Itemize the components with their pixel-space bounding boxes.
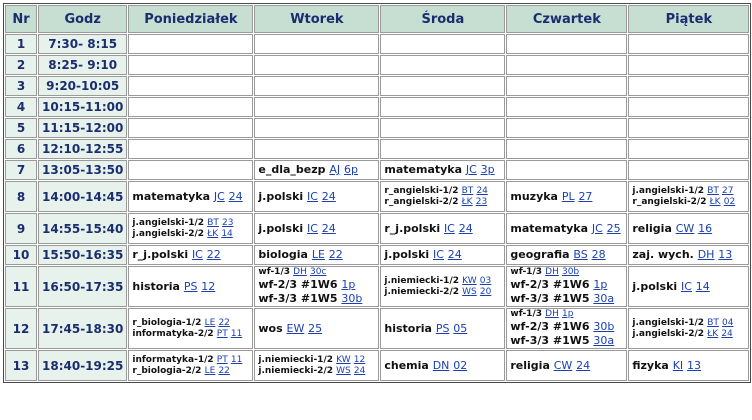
lesson-entry [258, 278, 375, 292]
lesson-entry [632, 359, 745, 373]
subject-name: j.polski [258, 221, 304, 235]
lesson-cell-friday [628, 55, 749, 75]
lesson-entry [632, 248, 745, 262]
room-link[interactable]: 24 [576, 358, 591, 372]
lesson-entry [632, 186, 745, 197]
lesson-entry [384, 248, 501, 262]
lesson-cell-wednesday [380, 118, 505, 138]
lesson-cell-friday [628, 76, 749, 96]
room-link[interactable]: 24 [321, 189, 336, 203]
teacher-link[interactable]: LE [311, 248, 325, 261]
lesson-entry [632, 318, 745, 329]
room-link[interactable]: 23 [475, 196, 488, 207]
subject-name: j.niemiecki-2/2 [258, 365, 333, 376]
lesson-entry [510, 309, 623, 320]
period-number: 6 [5, 139, 37, 159]
timetable-row [5, 160, 749, 180]
room-link[interactable]: 13 [718, 248, 733, 261]
teacher-link[interactable]: EW [286, 321, 305, 335]
timetable-row [5, 308, 749, 349]
room-link[interactable]: 27 [722, 185, 734, 196]
teacher-link[interactable]: WS [336, 365, 351, 376]
teacher-link[interactable]: ŁK [709, 196, 721, 207]
lesson-cell-thursday [506, 245, 627, 265]
lesson-entry [132, 248, 249, 262]
lesson-cell-wednesday [380, 308, 505, 349]
subject-name: matematyka [510, 221, 589, 235]
lesson-entry [258, 163, 375, 177]
lesson-entry [510, 292, 623, 306]
lesson-cell-thursday [506, 139, 627, 159]
header-row [5, 5, 749, 33]
room-link[interactable]: 1p [561, 309, 574, 319]
room-link[interactable]: 24 [476, 185, 488, 196]
lesson-cell-wednesday [380, 245, 505, 265]
lesson-cell-friday [628, 97, 749, 117]
teacher-link[interactable]: WS [462, 286, 477, 297]
timetable-row [5, 266, 749, 307]
subject-name: informatyka-1/2 [132, 354, 214, 365]
lesson-cell-wednesday [380, 181, 505, 212]
lesson-entry [510, 190, 623, 204]
room-link[interactable]: 14 [695, 279, 710, 293]
lesson-cell-friday [628, 266, 749, 307]
room-link[interactable]: 1p [341, 278, 356, 291]
timetable-row [5, 139, 749, 159]
lesson-cell-thursday [506, 181, 627, 212]
lesson-entry [132, 366, 249, 377]
timetable-row [5, 97, 749, 117]
lesson-entry [510, 359, 623, 373]
lesson-cell-thursday [506, 55, 627, 75]
period-time: 10:15-11:00 [38, 97, 127, 117]
lesson-cell-wednesday [380, 266, 505, 307]
room-link[interactable]: 28 [591, 248, 606, 261]
subject-name: e_dla_bezp [258, 163, 326, 176]
room-link[interactable]: 11 [230, 328, 243, 339]
timetable-row [5, 245, 749, 265]
subject-name: j.angielski-1/2 [632, 185, 705, 196]
period-number: 12 [5, 308, 37, 349]
room-link[interactable]: 30b [593, 320, 615, 333]
subject-name: wf-1/3 [258, 267, 290, 277]
room-link[interactable]: 24 [321, 221, 336, 235]
teacher-link[interactable]: LE [204, 317, 216, 328]
teacher-link[interactable]: PL [561, 189, 575, 203]
lesson-entry [258, 355, 375, 366]
teacher-link[interactable]: BS [573, 248, 588, 261]
room-link[interactable]: 02 [453, 358, 468, 372]
period-time: 8:25- 9:10 [38, 55, 127, 75]
room-link[interactable]: 13 [687, 358, 701, 372]
room-link[interactable]: 22 [218, 365, 230, 376]
subject-name: matematyka [132, 189, 211, 203]
room-link[interactable]: 24 [353, 365, 366, 376]
lesson-cell-monday [128, 160, 253, 180]
period-number: 2 [5, 55, 37, 75]
room-link[interactable]: 30a [593, 334, 615, 347]
lesson-entry [632, 222, 745, 236]
teacher-link[interactable]: CW [553, 358, 573, 372]
lesson-cell-tuesday [254, 97, 379, 117]
teacher-link[interactable]: PT [216, 328, 228, 339]
teacher-link[interactable]: BT [707, 185, 719, 196]
lesson-cell-friday [628, 118, 749, 138]
lesson-entry [384, 359, 501, 373]
subject-name: j.niemiecki-2/2 [384, 286, 459, 297]
teacher-link[interactable]: IC [307, 221, 318, 235]
lesson-entry [384, 163, 501, 177]
teacher-link[interactable]: PS [435, 321, 450, 335]
period-time: 12:10-12:55 [38, 139, 127, 159]
lesson-entry [384, 276, 501, 287]
room-link[interactable]: 30b [561, 267, 580, 277]
timetable-row [5, 55, 749, 75]
lesson-cell-thursday [506, 160, 627, 180]
teacher-link[interactable]: IC [307, 189, 318, 203]
lesson-cell-wednesday [380, 139, 505, 159]
subject-name: informatyka-2/2 [132, 328, 214, 339]
header-nr: Nr [5, 5, 37, 33]
lesson-entry [258, 322, 375, 336]
room-link[interactable]: 25 [308, 321, 323, 335]
teacher-link[interactable]: PS [183, 279, 198, 293]
subject-name: wf-2/3 #1W6 [258, 278, 338, 291]
lesson-entry [384, 186, 501, 197]
lesson-cell-friday [628, 181, 749, 212]
subject-name: wf-1/3 [510, 267, 542, 277]
period-time: 16:50-17:35 [38, 266, 127, 307]
period-number: 9 [5, 213, 37, 244]
lesson-cell-tuesday [254, 308, 379, 349]
timetable-row [5, 118, 749, 138]
lesson-entry [132, 280, 249, 294]
room-link[interactable]: 04 [722, 317, 734, 328]
room-link[interactable]: 30c [309, 267, 327, 277]
lesson-cell-monday [128, 97, 253, 117]
subject-name: religia [632, 221, 672, 235]
period-time: 18:40-19:25 [38, 350, 127, 381]
teacher-link[interactable]: JC [465, 163, 477, 176]
room-link[interactable]: 6p [343, 163, 358, 176]
period-number: 8 [5, 181, 37, 212]
header-friday: Piątek [628, 5, 749, 33]
subject-name: j.niemiecki-1/2 [384, 275, 459, 286]
lesson-cell-wednesday [380, 160, 505, 180]
lesson-cell-tuesday [254, 118, 379, 138]
lesson-entry [510, 278, 623, 292]
subject-name: wf-2/3 #1W6 [510, 320, 590, 333]
lesson-entry [384, 322, 501, 336]
subject-name: muzyka [510, 189, 558, 203]
lesson-cell-monday [128, 213, 253, 244]
timetable-row [5, 350, 749, 381]
lesson-entry [258, 366, 375, 377]
subject-name: r_biologia-2/2 [132, 365, 202, 376]
room-link[interactable]: 12 [353, 354, 366, 365]
lesson-cell-monday [128, 55, 253, 75]
lesson-cell-tuesday [254, 350, 379, 381]
lesson-cell-wednesday [380, 76, 505, 96]
subject-name: zaj. wych. [632, 248, 694, 261]
lesson-entry [132, 190, 249, 204]
lesson-cell-wednesday [380, 350, 505, 381]
subject-name: chemia [384, 358, 429, 372]
room-link[interactable]: 14 [221, 228, 233, 239]
subject-name: j.polski [632, 279, 678, 293]
teacher-link[interactable]: IC [191, 248, 203, 261]
teacher-link[interactable]: DH [697, 248, 715, 261]
lesson-cell-tuesday [254, 76, 379, 96]
subject-name: j.angielski-2/2 [632, 328, 705, 339]
lesson-cell-wednesday [380, 213, 505, 244]
room-link[interactable]: 02 [723, 196, 736, 207]
teacher-link[interactable]: CW [675, 221, 695, 235]
teacher-link[interactable]: DH [545, 309, 559, 319]
lesson-cell-thursday [506, 350, 627, 381]
period-number: 1 [5, 34, 37, 54]
room-link[interactable]: 1p [593, 278, 608, 291]
lesson-cell-monday [128, 139, 253, 159]
lesson-cell-thursday [506, 34, 627, 54]
period-time: 15:50-16:35 [38, 245, 127, 265]
lesson-entry [510, 248, 623, 262]
room-link[interactable]: 24 [721, 328, 733, 339]
lesson-entry [632, 197, 745, 208]
lesson-entry [384, 197, 501, 208]
lesson-cell-thursday [506, 118, 627, 138]
period-time: 11:15-12:00 [38, 118, 127, 138]
lesson-cell-monday [128, 118, 253, 138]
teacher-link[interactable]: IC [443, 221, 455, 235]
lesson-cell-thursday [506, 308, 627, 349]
lesson-cell-monday [128, 266, 253, 307]
room-link[interactable]: 22 [328, 248, 343, 261]
subject-name: fizyka [632, 358, 669, 372]
lesson-entry [510, 320, 623, 334]
lesson-cell-wednesday [380, 97, 505, 117]
header-wednesday: Środa [380, 5, 505, 33]
header-thursday: Czwartek [506, 5, 627, 33]
subject-name: wf-3/3 #1W5 [258, 292, 338, 305]
subject-name: r_biologia-1/2 [132, 317, 202, 328]
period-time: 14:00-14:45 [38, 181, 127, 212]
lesson-entry [510, 222, 623, 236]
period-number: 4 [5, 97, 37, 117]
lesson-entry [132, 329, 249, 340]
subject-name: j.angielski-1/2 [632, 317, 705, 328]
lesson-cell-tuesday [254, 213, 379, 244]
room-link[interactable]: 3p [480, 163, 495, 176]
teacher-link[interactable]: IC [433, 248, 444, 261]
lesson-entry [258, 292, 375, 306]
teacher-link[interactable]: DN [432, 358, 450, 372]
teacher-link[interactable]: DH [545, 267, 559, 277]
period-number: 11 [5, 266, 37, 307]
lesson-entry [510, 267, 623, 278]
lesson-cell-monday [128, 181, 253, 212]
lesson-entry [510, 334, 623, 348]
teacher-link[interactable]: ŁK [461, 196, 473, 207]
room-link[interactable]: 12 [201, 279, 216, 293]
lesson-cell-wednesday [380, 55, 505, 75]
subject-name: r_angielski-2/2 [632, 196, 707, 207]
teacher-link[interactable]: AJ [329, 163, 341, 176]
period-time: 7:30- 8:15 [38, 34, 127, 54]
room-link[interactable]: 16 [698, 221, 713, 235]
lesson-cell-monday [128, 350, 253, 381]
lesson-entry [258, 190, 375, 204]
subject-name: wf-2/3 #1W6 [510, 278, 590, 291]
lesson-entry [132, 218, 249, 229]
subject-name: r_angielski-2/2 [384, 196, 459, 207]
lesson-cell-thursday [506, 266, 627, 307]
subject-name: religia [510, 358, 550, 372]
teacher-link[interactable]: KW [462, 275, 477, 286]
teacher-link[interactable]: KW [336, 354, 351, 365]
lesson-cell-friday [628, 160, 749, 180]
lesson-entry [384, 287, 501, 298]
lesson-entry [258, 222, 375, 236]
period-number: 10 [5, 245, 37, 265]
teacher-link[interactable]: BT [207, 217, 219, 228]
teacher-link[interactable]: PT [216, 354, 228, 365]
room-link[interactable]: 22 [218, 317, 230, 328]
lesson-cell-tuesday [254, 181, 379, 212]
teacher-link[interactable]: JC [213, 189, 225, 203]
subject-name: geografia [510, 248, 570, 261]
room-link[interactable]: 24 [447, 248, 462, 261]
teacher-link[interactable]: JC [591, 221, 603, 235]
room-link[interactable]: 25 [606, 221, 621, 235]
lesson-cell-monday [128, 245, 253, 265]
lesson-cell-wednesday [380, 34, 505, 54]
teacher-link[interactable]: KI [672, 358, 684, 372]
lesson-entry [258, 248, 375, 262]
subject-name: j.niemiecki-1/2 [258, 354, 333, 365]
lesson-entry [132, 355, 249, 366]
lesson-cell-friday [628, 245, 749, 265]
period-time: 17:45-18:30 [38, 308, 127, 349]
lesson-cell-thursday [506, 97, 627, 117]
subject-name: r_j.polski [132, 248, 189, 261]
subject-name: j.polski [258, 189, 304, 203]
teacher-link[interactable]: ŁK [207, 228, 219, 239]
lesson-cell-friday [628, 34, 749, 54]
header-godz: Godz [38, 5, 127, 33]
lesson-cell-thursday [506, 76, 627, 96]
lesson-entry [258, 267, 375, 278]
lesson-cell-monday [128, 34, 253, 54]
header-monday: Poniedziałek [128, 5, 253, 33]
lesson-cell-friday [628, 213, 749, 244]
room-link[interactable]: 11 [230, 354, 243, 365]
timetable-row [5, 181, 749, 212]
timetable-row [5, 213, 749, 244]
lesson-cell-friday [628, 308, 749, 349]
room-link[interactable]: 24 [458, 221, 473, 235]
teacher-link[interactable]: ŁK [707, 328, 719, 339]
teacher-link[interactable]: DH [293, 267, 307, 277]
teacher-link[interactable]: IC [681, 279, 692, 293]
room-link[interactable]: 22 [206, 248, 221, 261]
room-link[interactable]: 20 [479, 286, 492, 297]
lesson-cell-tuesday [254, 55, 379, 75]
lesson-entry [132, 318, 249, 329]
timetable-row [5, 34, 749, 54]
period-number: 7 [5, 160, 37, 180]
lesson-cell-tuesday [254, 139, 379, 159]
subject-name: biologia [258, 248, 308, 261]
period-number: 3 [5, 76, 37, 96]
lesson-cell-tuesday [254, 160, 379, 180]
teacher-link[interactable]: BT [461, 185, 474, 196]
lesson-entry [132, 229, 249, 240]
header-tuesday: Wtorek [254, 5, 379, 33]
lesson-entry [632, 280, 745, 294]
timetable [3, 3, 751, 383]
subject-name: j.angielski-1/2 [132, 217, 205, 228]
lesson-cell-friday [628, 350, 749, 381]
room-link[interactable]: 05 [453, 321, 468, 335]
lesson-cell-monday [128, 76, 253, 96]
subject-name: historia [384, 321, 432, 335]
teacher-link[interactable]: BT [707, 317, 719, 328]
period-number: 5 [5, 118, 37, 138]
subject-name: j.angielski-2/2 [132, 228, 205, 239]
lesson-cell-thursday [506, 213, 627, 244]
lesson-cell-tuesday [254, 245, 379, 265]
lesson-cell-friday [628, 139, 749, 159]
teacher-link[interactable]: LE [204, 365, 216, 376]
period-time: 14:55-15:40 [38, 213, 127, 244]
period-time: 9:20-10:05 [38, 76, 127, 96]
subject-name: wf-3/3 #1W5 [510, 334, 590, 347]
subject-name: wf-1/3 [510, 309, 542, 319]
room-link[interactable]: 03 [479, 275, 492, 286]
subject-name: r_j.polski [384, 221, 441, 235]
timetable-row [5, 76, 749, 96]
room-link[interactable]: 23 [222, 217, 234, 228]
subject-name: matematyka [384, 163, 463, 176]
room-link[interactable]: 30b [341, 292, 363, 305]
subject-name: wos [258, 321, 283, 335]
lesson-cell-tuesday [254, 266, 379, 307]
period-time: 13:05-13:50 [38, 160, 127, 180]
lesson-entry [384, 222, 501, 236]
room-link[interactable]: 30a [593, 292, 615, 305]
lesson-cell-monday [128, 308, 253, 349]
subject-name: j.polski [384, 248, 430, 261]
period-number: 13 [5, 350, 37, 381]
subject-name: wf-3/3 #1W5 [510, 292, 590, 305]
room-link[interactable]: 24 [228, 189, 243, 203]
lesson-cell-tuesday [254, 34, 379, 54]
room-link[interactable]: 27 [578, 189, 593, 203]
subject-name: historia [132, 279, 180, 293]
subject-name: r_angielski-1/2 [384, 185, 459, 196]
lesson-entry [632, 329, 745, 340]
